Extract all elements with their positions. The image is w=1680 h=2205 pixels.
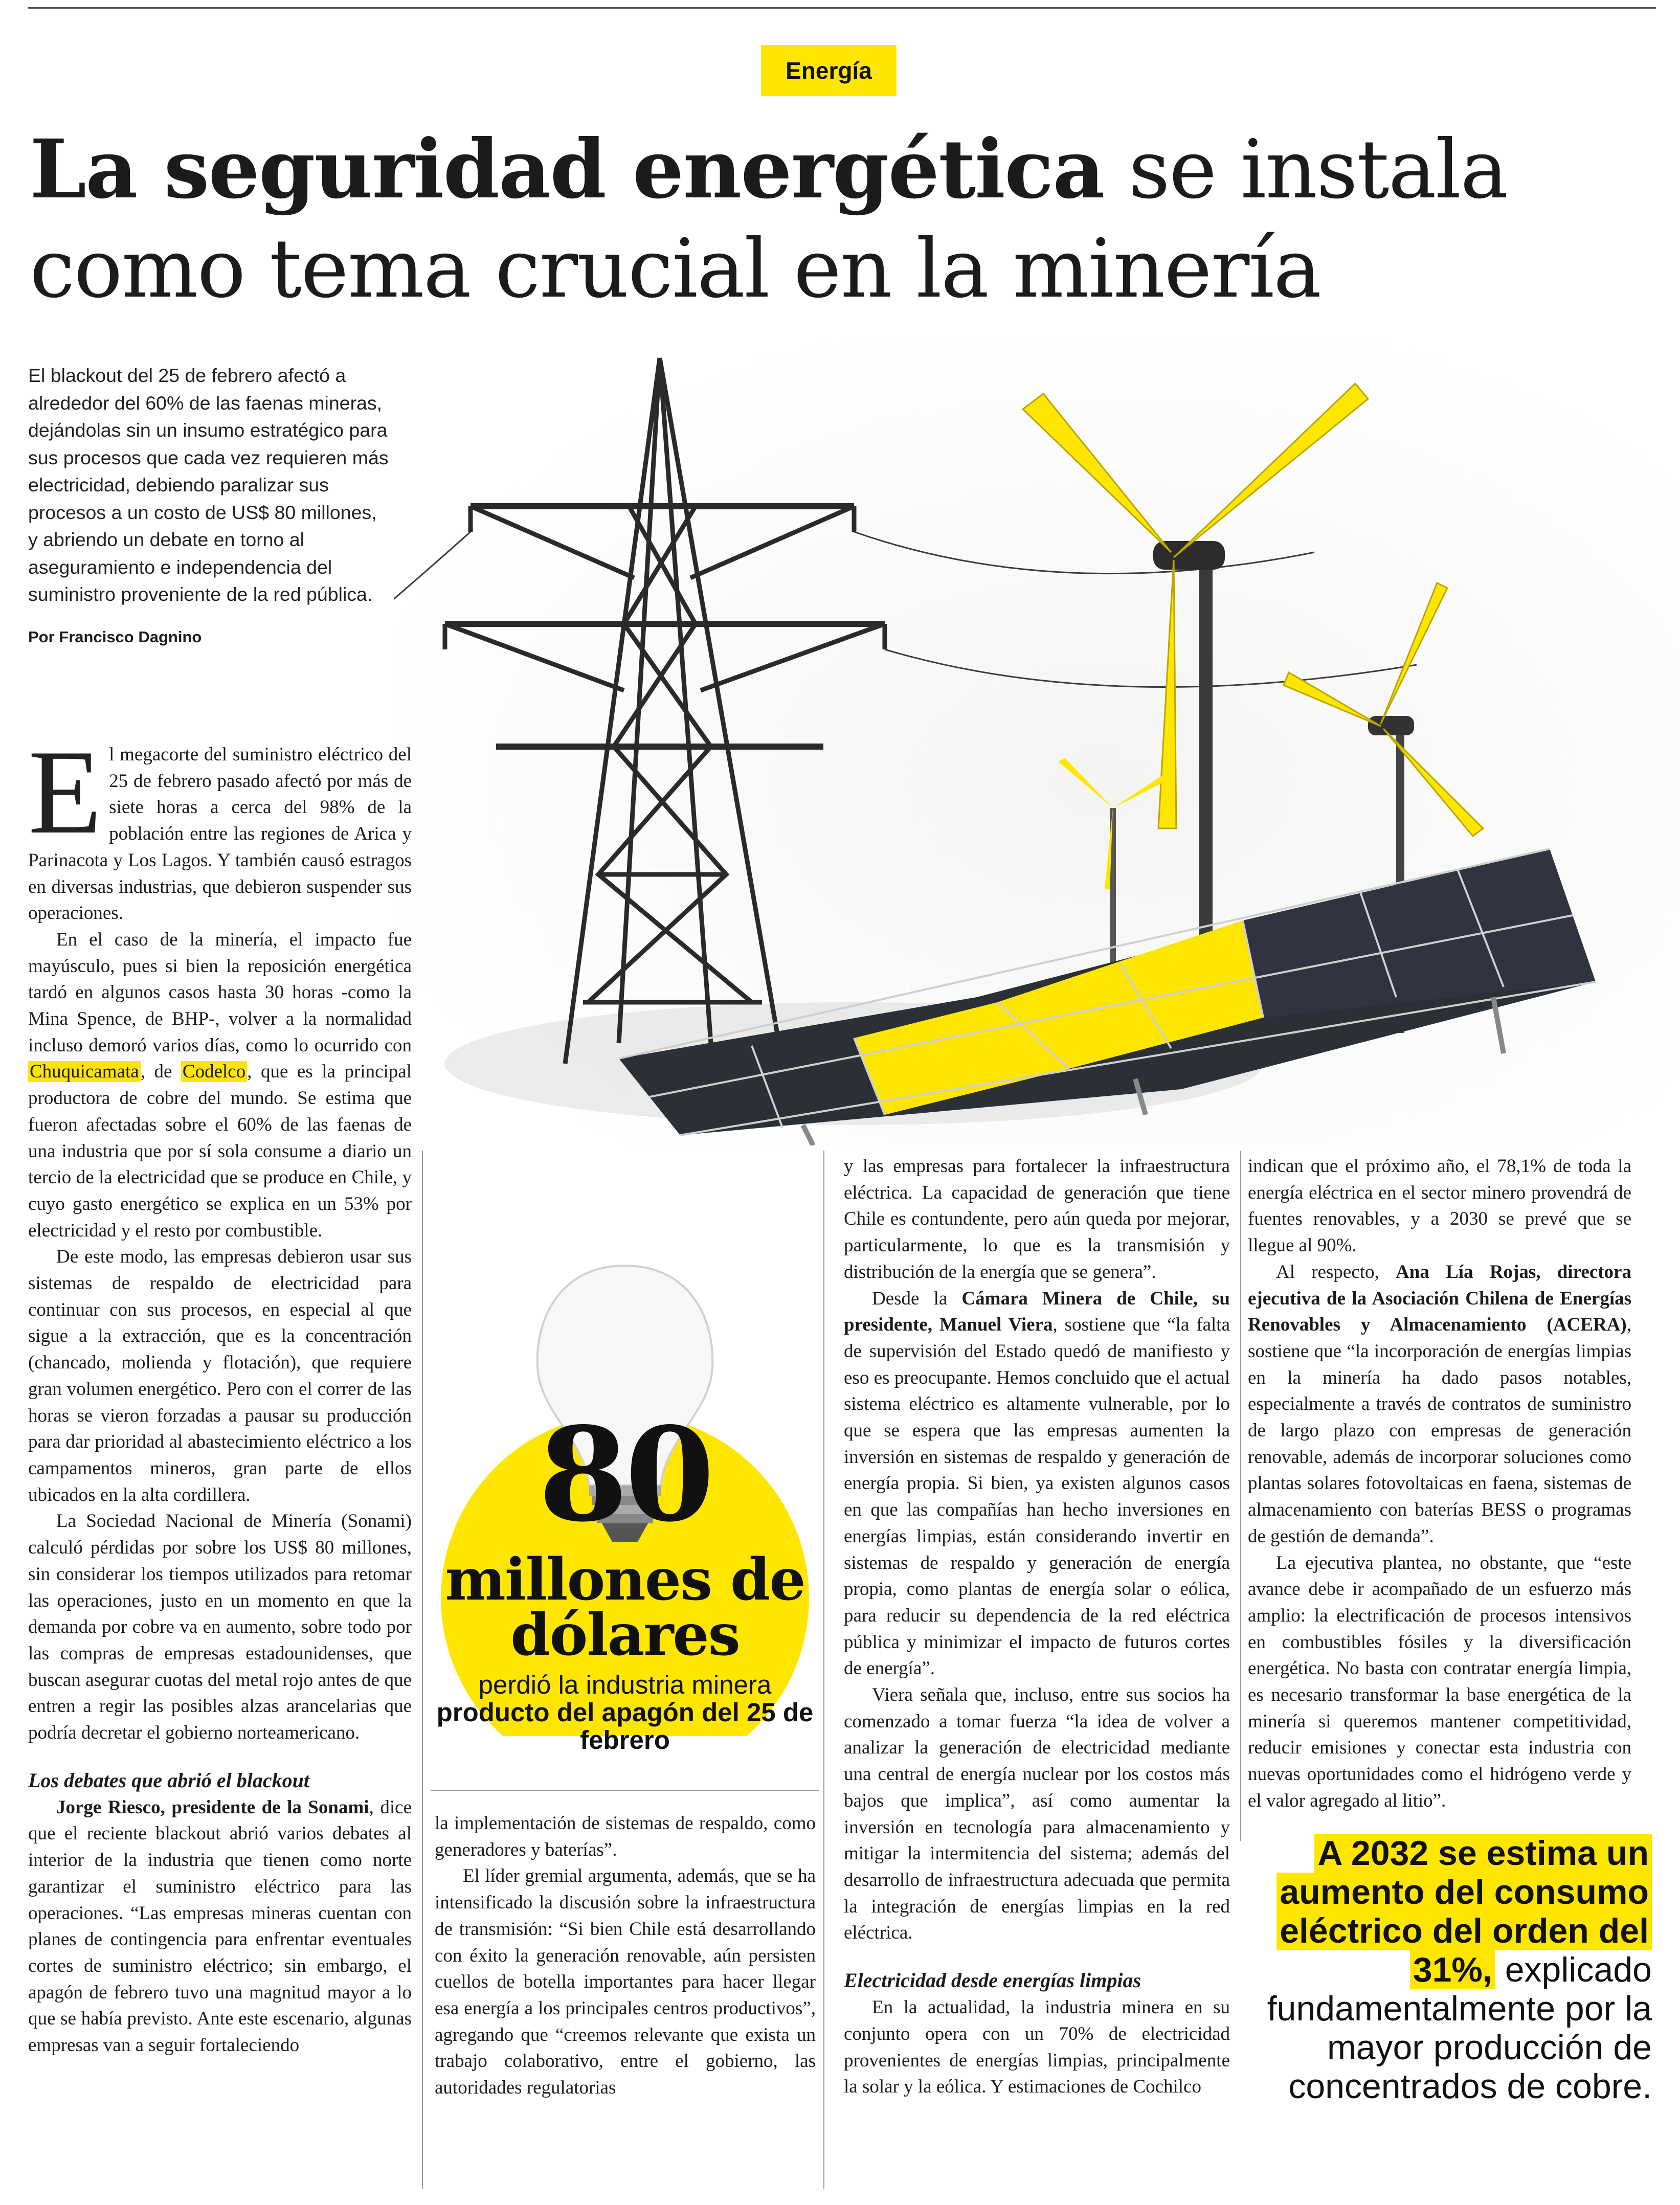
energy-illustration: [394, 338, 1680, 1145]
paragraph: , sostiene que “la falta de supervisión del Estado quedó de manifiesto y eso es preocupante. Hemos concluido que el actual sistema eléctrico es altamente vulnerable, por lo que se espera que las empresas aumenten la inversión en sistemas de respaldo y generación de energía propia. Si bien, ya existen algunos casos en que las compañías han hecho inversiones en energías limpias, están considerando invertir en sistemas de respaldo y generación de energía propia, como plantas de energía solar o eólica, para reducir su dependencia de la red eléctrica pública y minimizar el impacto de futuros cortes de energía”.: [844, 1314, 1230, 1679]
paragraph: , que es la principal productora de cobre del mundo. Se estima que fueron afectadas sobre el 60% de las faenas de una industria que por sí sola consume a diario un tercio de la electricidad que se produce en Chile, y cuyo gasto energético se explica en un 53% por electricidad y el resto por combustible.: [28, 1061, 412, 1241]
paragraph: Viera señala que, incluso, entre sus socios ha comenzado a tomar fuerza “la idea de volver a analizar la generación de electricidad mediante una central de energía nuclear por los costos más bajos que implica”, así como aumentar la inversión en tecnología para almacenamiento y mitigar la intermitencia del sistema; además del desarrollo de infraestructura adecuada que permita la integración de energías limpias en la red eléctrica.: [844, 1684, 1230, 1944]
paragraph: En la actualidad, la industria minera en su conjunto opera con un 70% de electricidad provenientes de energías limpias, principalmente la solar y la eólica. Y estimaciones de Cochilco: [844, 1997, 1230, 2098]
headline-rest: se instala: [1104, 123, 1508, 217]
bold-name: Ana Lía Rojas, directora ejecutiva de la Asociación Chilena de Energías Renovables y Almacenamiento (ACERA): [1248, 1261, 1631, 1336]
paragraph: , dice que el reciente blackout abrió varios debates al interior de la industria que tienen como norte garantizar el suministro eléctrico para las operaciones. “Las empresas mineras cuentan con planes de contingencia para enfrentar eventuales cortes de suministro eléctrico; sin embargo, el apagón de febrero tuvo una magnitud mayor a lo que se había previsto. Ante este escenario, algunas empresas van a seguir fortaleciendo: [28, 1796, 412, 2056]
paragraph: Al respecto,: [1276, 1261, 1396, 1282]
pull-quote-highlight: A 2032 se estima un aumento del consumo eléctrico del orden del 31%,: [1276, 1834, 1652, 1989]
headline: [30, 120, 1646, 319]
byline: Por Francisco Dagnino: [28, 628, 202, 646]
article-column-4: [1248, 1153, 1631, 1814]
paragraph: y las empresas para fortalecer la infraestructura eléctrica. La capacidad de generación que tiene Chile es contundente, pero aún queda por mejorar, particularmente, lo que es la transmisión y distribución de la energía que se genera”.: [844, 1156, 1230, 1282]
paragraph: , sostiene que “la incorporación de energías limpias en la minería ha dado pasos notables, especialmente a través de contratos de suministro de largo plazo con empresas de generación renovable, además de incorporar soluciones como plantas solares fotovoltaicas en faena, sistemas de almacenamiento con baterías BESS o programas de gestión de demanda”.: [1248, 1314, 1631, 1547]
article-column-1: [28, 726, 412, 2059]
bold-name: Cámara Minera de Chile, su presidente, Manuel Viera: [844, 1288, 1230, 1336]
stat-caption: perdió la industria minera producto del apagón del 25 de febrero: [436, 1670, 814, 1754]
headline-line2: como tema crucial en la minería: [30, 222, 1321, 316]
paragraph: La Sociedad Nacional de Minería (Sonami) calculó pérdidas por sobre los US$ 80 millones, sin considerar los tiempos utilizados para retomar las operaciones, justo en un momento en que la demanda por cobre va en aumento, sobre todo por las compras de empresas estadounidenses, que buscan asegurar cuotas del metal rojo antes de que entren a regir las posibles alzas arancelarias que podría decretar el gobierno norteamericano.: [28, 1511, 412, 1744]
pull-quote-rest: explicado fundamentalmente por la mayor producción de concentrados de cobre.: [1267, 1950, 1652, 2106]
column-rule: [1240, 1151, 1241, 1841]
highlight-codelco: Codelco: [181, 1061, 247, 1082]
paragraph: la implementación de sistemas de respaldo, como generadores y baterías”.: [435, 1813, 816, 1860]
paragraph: En el caso de la minería, el impacto fue mayúsculo, pues si bien la reposición energética tardó en algunos casos hasta 30 horas -como la Mina Spence, de BHP-, volver a la normalidad incluso demoró varios días, como lo ocurrido con: [28, 929, 412, 1056]
paragraph: indican que el próximo año, el 78,1% de toda la energía eléctrica en el sector minero provendrá de fuentes renovables, y a 2030 se prevé que se llegue al 90%.: [1248, 1156, 1631, 1256]
headline-bold: La seguridad energética: [30, 122, 1104, 217]
article-column-3: [844, 1153, 1230, 2100]
drop-cap: E: [28, 726, 102, 859]
article-deck: El blackout del 25 de febrero afectó a alrededor del 60% de las faenas mineras, dejándolas sin un insumo estratégico para sus procesos que cada vez requieren más electricidad, debiendo paralizar sus procesos a un costo de US$ 80 millones, y abriendo un debate en torno al aseguramiento e independencia del suministro proveniente de la red pública.: [28, 365, 389, 605]
bold-name: Jorge Riesco, presidente de la Sonami: [56, 1796, 369, 1818]
highlight-chuquicamata: Chuquicamata: [28, 1061, 141, 1082]
subheading: Electricidad desde energías limpias: [844, 1969, 1141, 1992]
stat-unit: millones de dólares: [445, 1546, 805, 1669]
column-rule: [823, 1151, 824, 2189]
paragraph: Desde la: [872, 1288, 962, 1309]
paragraph: El líder gremial argumenta, además, que se ha intensificado la discusión sobre la infraestructura de transmisión: “Si bien Chile está desarrollando con éxito la generación renovable, aún persisten cuellos de botella importantes para hacer llegar esa energía a los principales centros productivos”, agregando que “creemos relevante que exista un trabajo colaborativo, entre el gobierno, las autoridades regulatorias: [435, 1865, 816, 2099]
column-rule: [431, 1790, 819, 1791]
column-rule: [422, 1151, 423, 2189]
subheading: Los debates que abrió el blackout: [28, 1768, 309, 1792]
paragraph: De este modo, las empresas debieron usar sus sistemas de respaldo de electricidad para continuar con sus procesos, en especial al que sigue a la extracción, que es la concentración (chancado, molienda y flotación), que requiere gran volumen energético. Pero con el correr de las horas se vieron forzadas a pausar su producción para dar prioridad al abastecimiento eléctrico a los campamentos mineros, gran parte de ellos ubicados en la alta cordillera.: [28, 1246, 412, 1505]
paragraph: La ejecutiva plantea, no obstante, que “este avance debe ir acompañado de un esfuerzo más amplio: la electrificación de procesos intensivos en combustibles fósiles y la diversificación energética. No basta con contratar energía limpia, es necesario transformar la base energética de la minería si queremos mantener competitividad, reducir emisiones y conectar esta industria con nuevas oportunidades como el hidrógeno verde y el valor agregado al litio”.: [1248, 1552, 1631, 1811]
top-rule: [28, 7, 1656, 9]
pull-quote: [1263, 1834, 1652, 2106]
section-kicker: Energía: [761, 45, 897, 96]
paragraph: l megacorte del suministro eléctrico del 25 de febrero pasado afectó por más de siete horas a cerca del 98% de la población entre las regiones de Arica y Parinacota y Los Lagos. Y también causó estragos en diversas industrias, que debieron suspender sus operaciones.: [28, 744, 412, 924]
article-column-2: [435, 1810, 816, 2101]
paragraph: , de: [140, 1061, 181, 1083]
stat-number: 80: [538, 1399, 712, 1550]
